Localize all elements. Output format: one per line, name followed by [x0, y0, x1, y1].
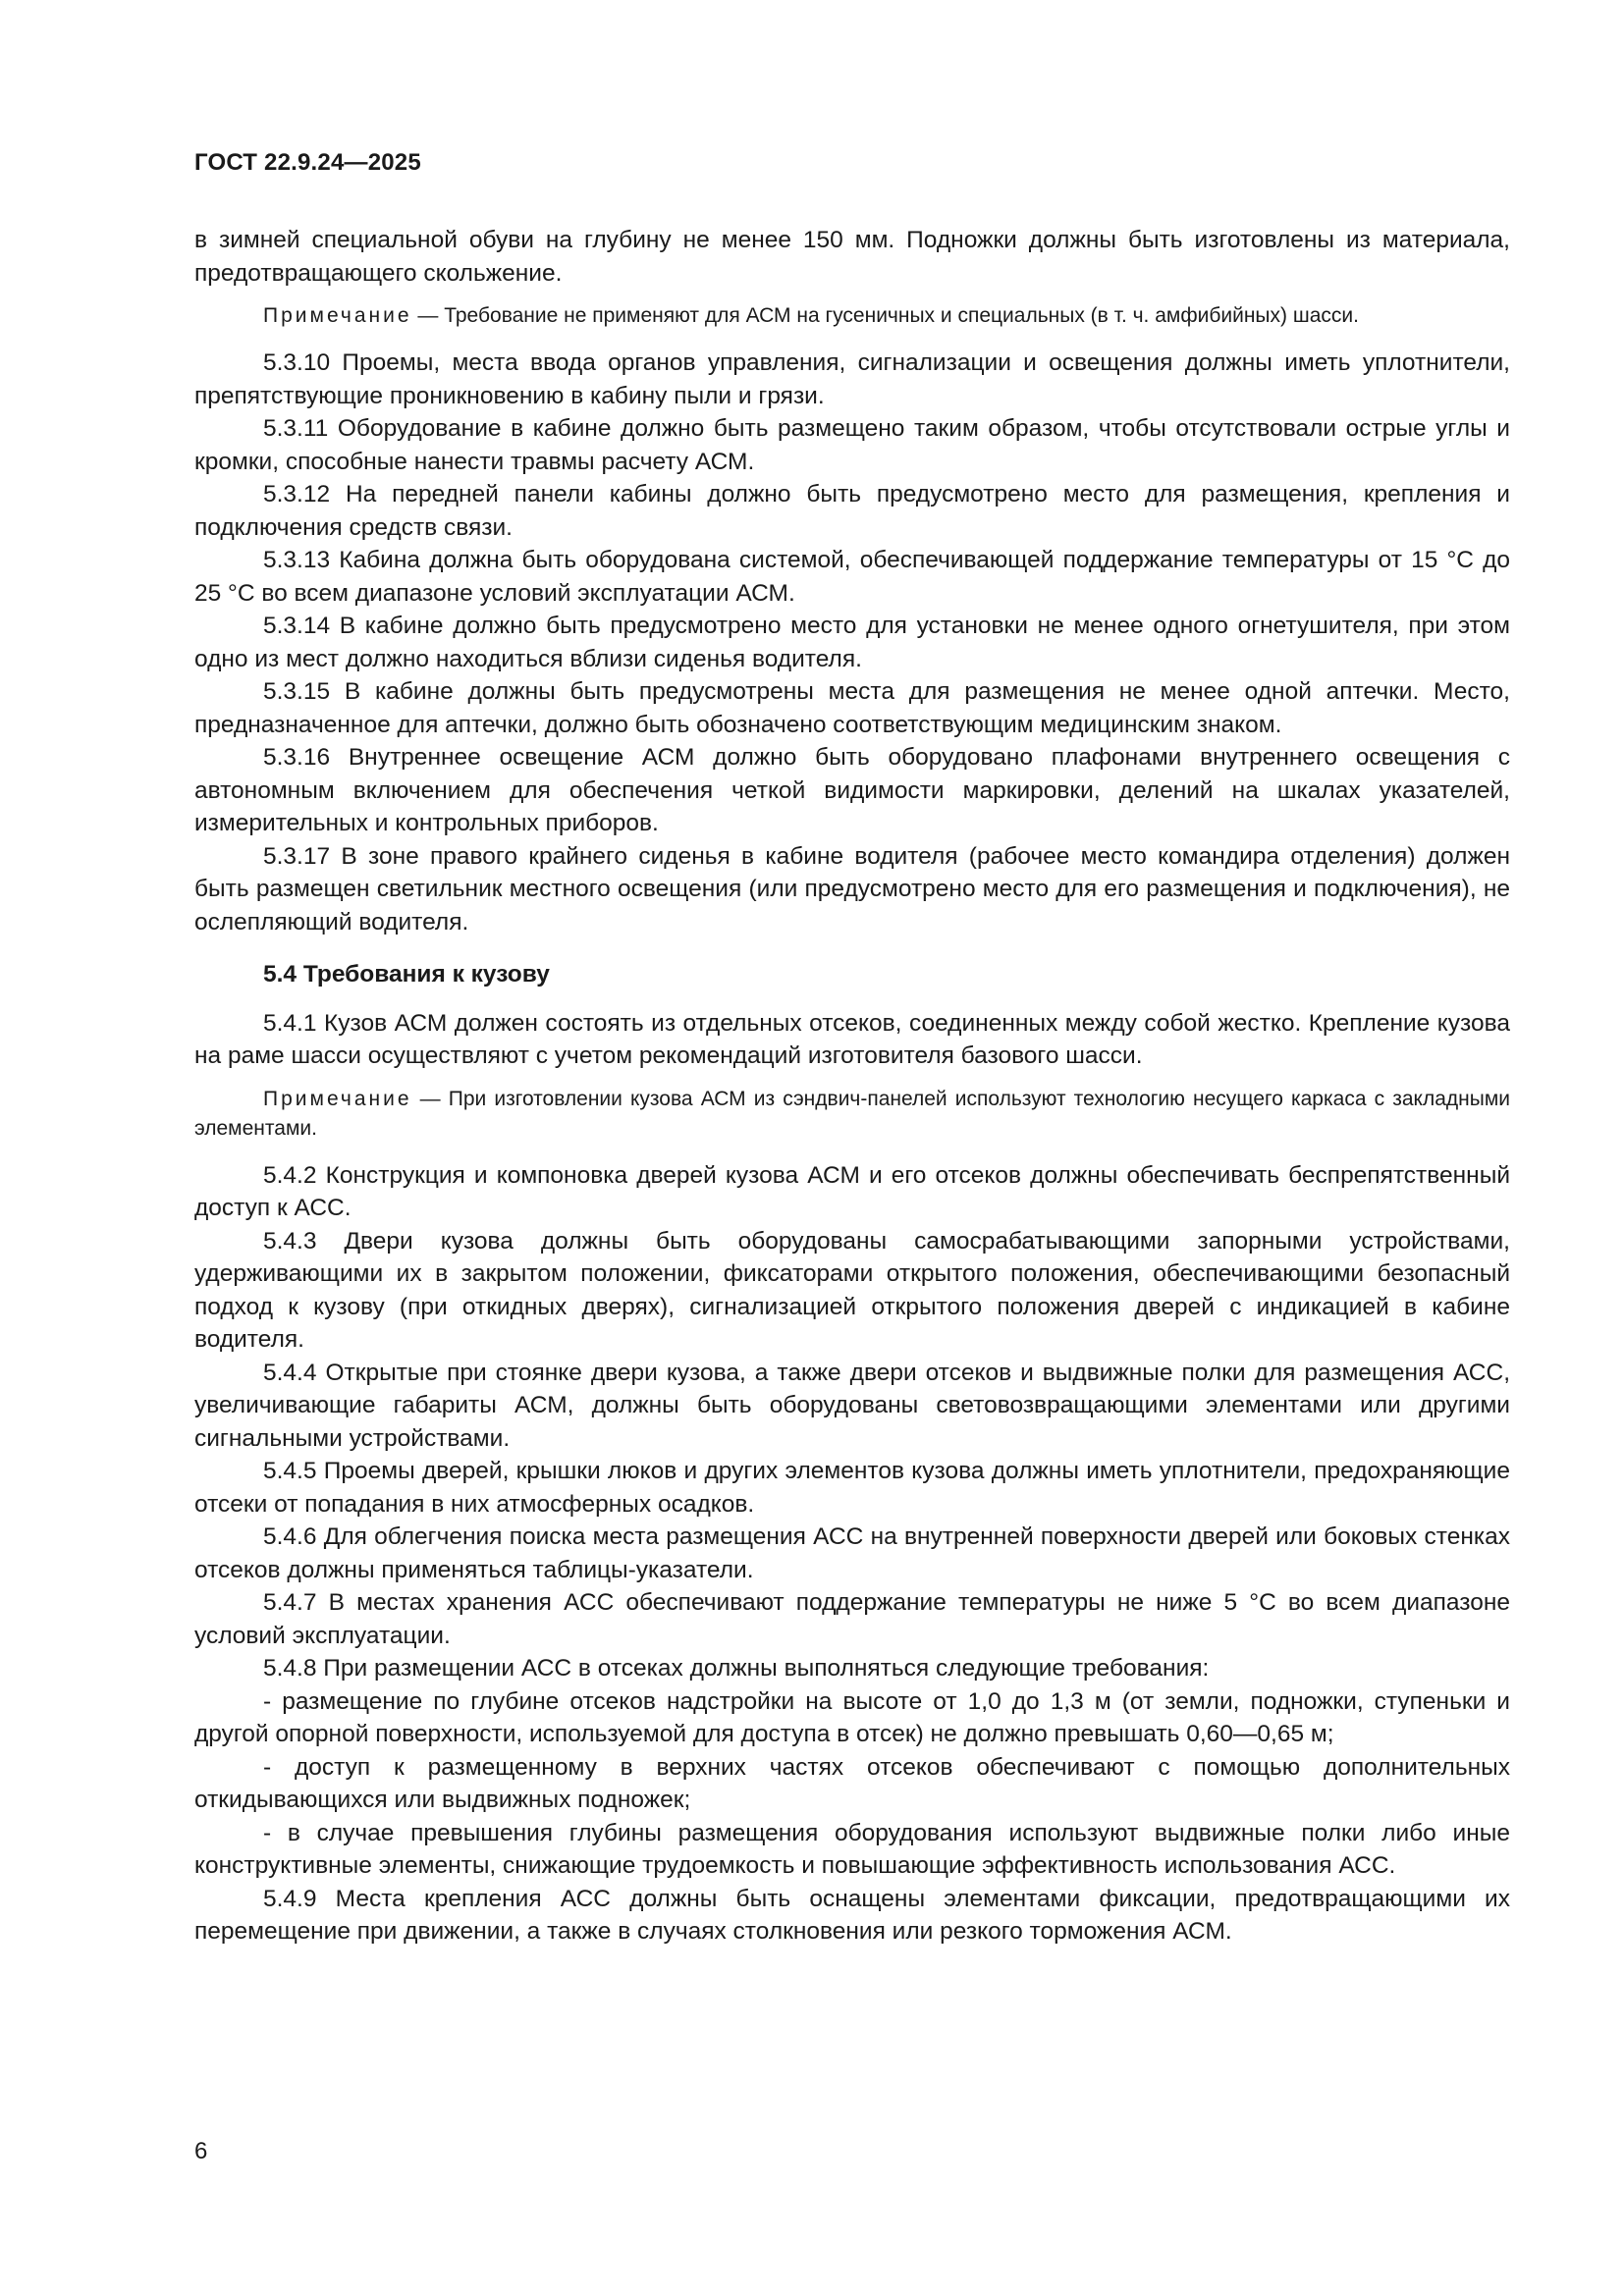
note-2	[194, 1085, 1510, 1144]
page-number: 6	[194, 2138, 208, 2164]
document-header: ГОСТ 22.9.24—2025	[194, 149, 421, 176]
paragraph-5-3-12: 5.3.12 На передней панели кабины должно быть предусмотрено место для размещения, крепления и подключения средств связи.	[194, 481, 1510, 541]
paragraph-5-4-8: 5.4.8 При размещении АСС в отсеках должны выполняться следующие требования:	[263, 1655, 1210, 1682]
list-item: - доступ к размещенному в верхних частях отсеков обеспечивают с помощью дополнительных откидывающихся или выдвижных подножек;	[194, 1753, 1510, 1813]
paragraph-5-3-15: 5.3.15 В кабине должны быть предусмотрены места для размещения не менее одной аптечки. Место, предназначенное для аптечки, должно быть обозначено соответствующим медицинским знаком.	[194, 678, 1510, 738]
paragraph-5-3-16: 5.3.16 Внутреннее освещение АСМ должно быть оборудовано плафонами внутреннего освещения с автономным включением для обеспечения четкой видимости маркировки, делений на шкалах указателей, измерительных и контрольных приборов.	[194, 744, 1510, 836]
section-heading-5-4: 5.4 Требования к кузову	[263, 961, 550, 988]
note-text: — Требование не применяют для АСМ на гусеничных и специальных (в т. ч. амфибийных) шасси.	[411, 304, 1359, 327]
paragraph-5-4-9: 5.4.9 Места крепления АСС должны быть оснащены элементами фиксации, предотвращающими их перемещение при движении, а также в случаях столкновения или резкого торможения АСМ.	[194, 1885, 1510, 1945]
document-body	[194, 224, 1510, 1949]
paragraph-continuation: в зимней специальной обуви на глубину не менее 150 мм. Подножки должны быть изготовлены из материала, предотвращающего скольжение.	[194, 227, 1510, 287]
list-item: - размещение по глубине отсеков надстройки на высоте от 1,0 до 1,3 м (от земли, подножки, ступеньки и другой опорной поверхности, используемой для доступа в отсек) не должно превышать 0,60—0,65 м;	[194, 1687, 1510, 1747]
paragraph-5-4-3: 5.4.3 Двери кузова должны быть оборудованы самосрабатывающими запорными устройствами, удерживающими их в закрытом положении, фиксаторами открытого положения, обеспечивающими безопасный подход к кузову (при откидных дверях), сигнализацией открытого положения дверей с индикацией в кабине водителя.	[194, 1227, 1510, 1353]
note-label: Примечание	[263, 304, 412, 327]
note-text: — При изготовлении кузова АСМ из сэндвич-панелей используют технологию несущего каркаса с закладными элементами.	[194, 1087, 1510, 1140]
paragraph-5-3-11: 5.3.11 Оборудование в кабине должно быть размещено таким образом, чтобы отсутствовали острые углы и кромки, способные нанести травмы расчету АСМ.	[194, 415, 1510, 475]
paragraph-5-4-5: 5.4.5 Проемы дверей, крышки люков и других элементов кузова должны иметь уплотнители, предохраняющие отсеки от попадания в них атмосферных осадков.	[194, 1458, 1510, 1518]
paragraph-5-4-2: 5.4.2 Конструкция и компоновка дверей кузова АСМ и его отсеков должны обеспечивать беспрепятственный доступ к АСС.	[194, 1161, 1510, 1221]
paragraph-5-4-4: 5.4.4 Открытые при стоянке двери кузова, а также двери отсеков и выдвижные полки для размещения АСС, увеличивающие габариты АСМ, должны быть оборудованы световозвращающими элементами или другими сигнальными устройствами.	[194, 1359, 1510, 1452]
paragraph-5-3-13: 5.3.13 Кабина должна быть оборудована системой, обеспечивающей поддержание температуры от 15 °С до 25 °С во всем диапазоне условий эксплуатации АСМ.	[194, 547, 1510, 607]
list-item: - в случае превышения глубины размещения оборудования используют выдвижные полки либо иные конструктивные элементы, снижающие трудоемкость и повышающие эффективность использования АСС.	[194, 1819, 1510, 1879]
paragraph-5-3-14: 5.3.14 В кабине должно быть предусмотрено место для установки не менее одного огнетушителя, при этом одно из мест должно находиться вблизи сиденья водителя.	[194, 613, 1510, 672]
paragraph-5-4-6: 5.4.6 Для облегчения поиска места размещения АСС на внутренней поверхности дверей или боковых стенках отсеков должны применяться таблицы-указатели.	[194, 1523, 1510, 1583]
note-1	[194, 301, 1510, 331]
paragraph-5-3-17: 5.3.17 В зоне правого крайнего сиденья в кабине водителя (рабочее место командира отделения) должен быть размещен светильник местного освещения (или предусмотрено место для его размещения и подключения), не ослепляющий водителя.	[194, 842, 1510, 935]
paragraph-5-3-10: 5.3.10 Проемы, места ввода органов управления, сигнализации и освещения должны иметь уплотнители, препятствующие проникновению в кабину пыли и грязи.	[194, 349, 1510, 409]
note-label: Примечание	[263, 1087, 412, 1110]
paragraph-5-4-1: 5.4.1 Кузов АСМ должен состоять из отдельных отсеков, соединенных между собой жестко. Крепление кузова на раме шасси осуществляют с учетом рекомендаций изготовителя базового шасси.	[194, 1009, 1510, 1069]
paragraph-5-4-7: 5.4.7 В местах хранения АСС обеспечивают поддержание температуры не ниже 5 °С во всем диапазоне условий эксплуатации.	[194, 1589, 1510, 1649]
